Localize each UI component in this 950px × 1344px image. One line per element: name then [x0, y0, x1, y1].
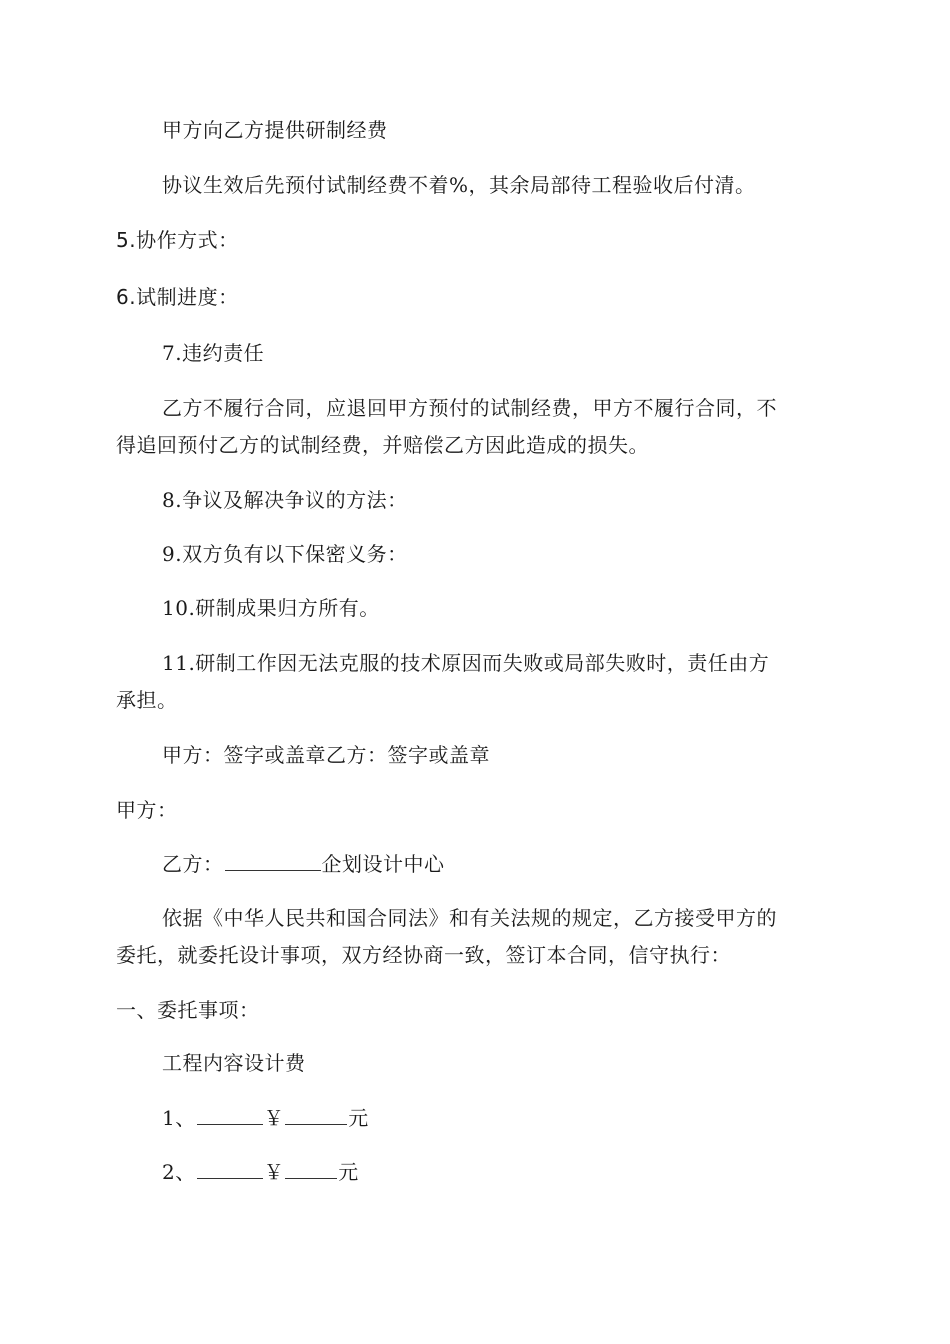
fee-item-name-blank	[197, 1160, 263, 1179]
clause-text: 试制进度：	[136, 285, 239, 309]
clause-6-schedule	[116, 285, 239, 309]
fee-item-1	[162, 1106, 369, 1130]
fee-amount-blank	[285, 1160, 337, 1179]
section-heading-entrusted-matters: 一、委托事项：	[116, 998, 260, 1022]
clause-11-failure-line2: 承担。	[116, 688, 178, 712]
clause-7-liability: 7.违约责任	[162, 341, 265, 365]
paragraph-preamble-line2: 委托，就委托设计事项，双方经协商一致，签订本合同，信守执行：	[116, 943, 731, 967]
paragraph-liability-line1: 乙方不履行合同，应退回甲方预付的试制经费，甲方不履行合同，不	[162, 396, 777, 420]
party-b-name-blank	[225, 852, 321, 871]
yuan-sign: ￥	[263, 1160, 285, 1184]
clause-number: 6.	[116, 285, 137, 309]
party-a-label: 甲方：	[116, 798, 178, 822]
clause-9-confidentiality: 9.双方负有以下保密义务：	[162, 542, 408, 566]
party-b-name: 企划设计中心	[321, 852, 445, 876]
party-b-line	[162, 852, 445, 876]
table-header-design-fee: 工程内容设计费	[162, 1051, 306, 1075]
party-b-label: 乙方：	[162, 852, 224, 876]
fee-item-name-blank	[197, 1106, 263, 1125]
clause-8-disputes: 8.争议及解决争议的方法：	[162, 488, 408, 512]
fee-item-number: 1、	[162, 1106, 196, 1130]
clause-10-ownership: 10.研制成果归方所有。	[162, 596, 380, 620]
clause-5-cooperation	[116, 228, 239, 252]
clause-text: 协作方式：	[136, 228, 239, 252]
fee-unit: 元	[348, 1106, 369, 1130]
fee-item-number: 2、	[162, 1160, 196, 1184]
yuan-sign: ￥	[263, 1106, 285, 1130]
fee-amount-blank	[285, 1106, 347, 1125]
paragraph-funding-title: 甲方向乙方提供研制经费	[162, 118, 388, 142]
clause-number: 5.	[116, 228, 137, 252]
fee-unit: 元	[338, 1160, 359, 1184]
paragraph-preamble-line1: 依据《中华人民共和国合同法》和有关法规的规定，乙方接受甲方的	[162, 906, 777, 930]
signature-line: 甲方：签字或盖章乙方：签字或盖章	[162, 743, 490, 767]
clause-11-failure-line1: 11.研制工作因无法克服的技术原因而失败或局部失败时，责任由方	[162, 651, 770, 675]
paragraph-prepayment: 协议生效后先预付试制经费不着%，其余局部待工程验收后付清。	[162, 173, 756, 197]
fee-item-2	[162, 1160, 359, 1184]
paragraph-liability-line2: 得追回预付乙方的试制经费，并赔偿乙方因此造成的损失。	[116, 433, 649, 457]
